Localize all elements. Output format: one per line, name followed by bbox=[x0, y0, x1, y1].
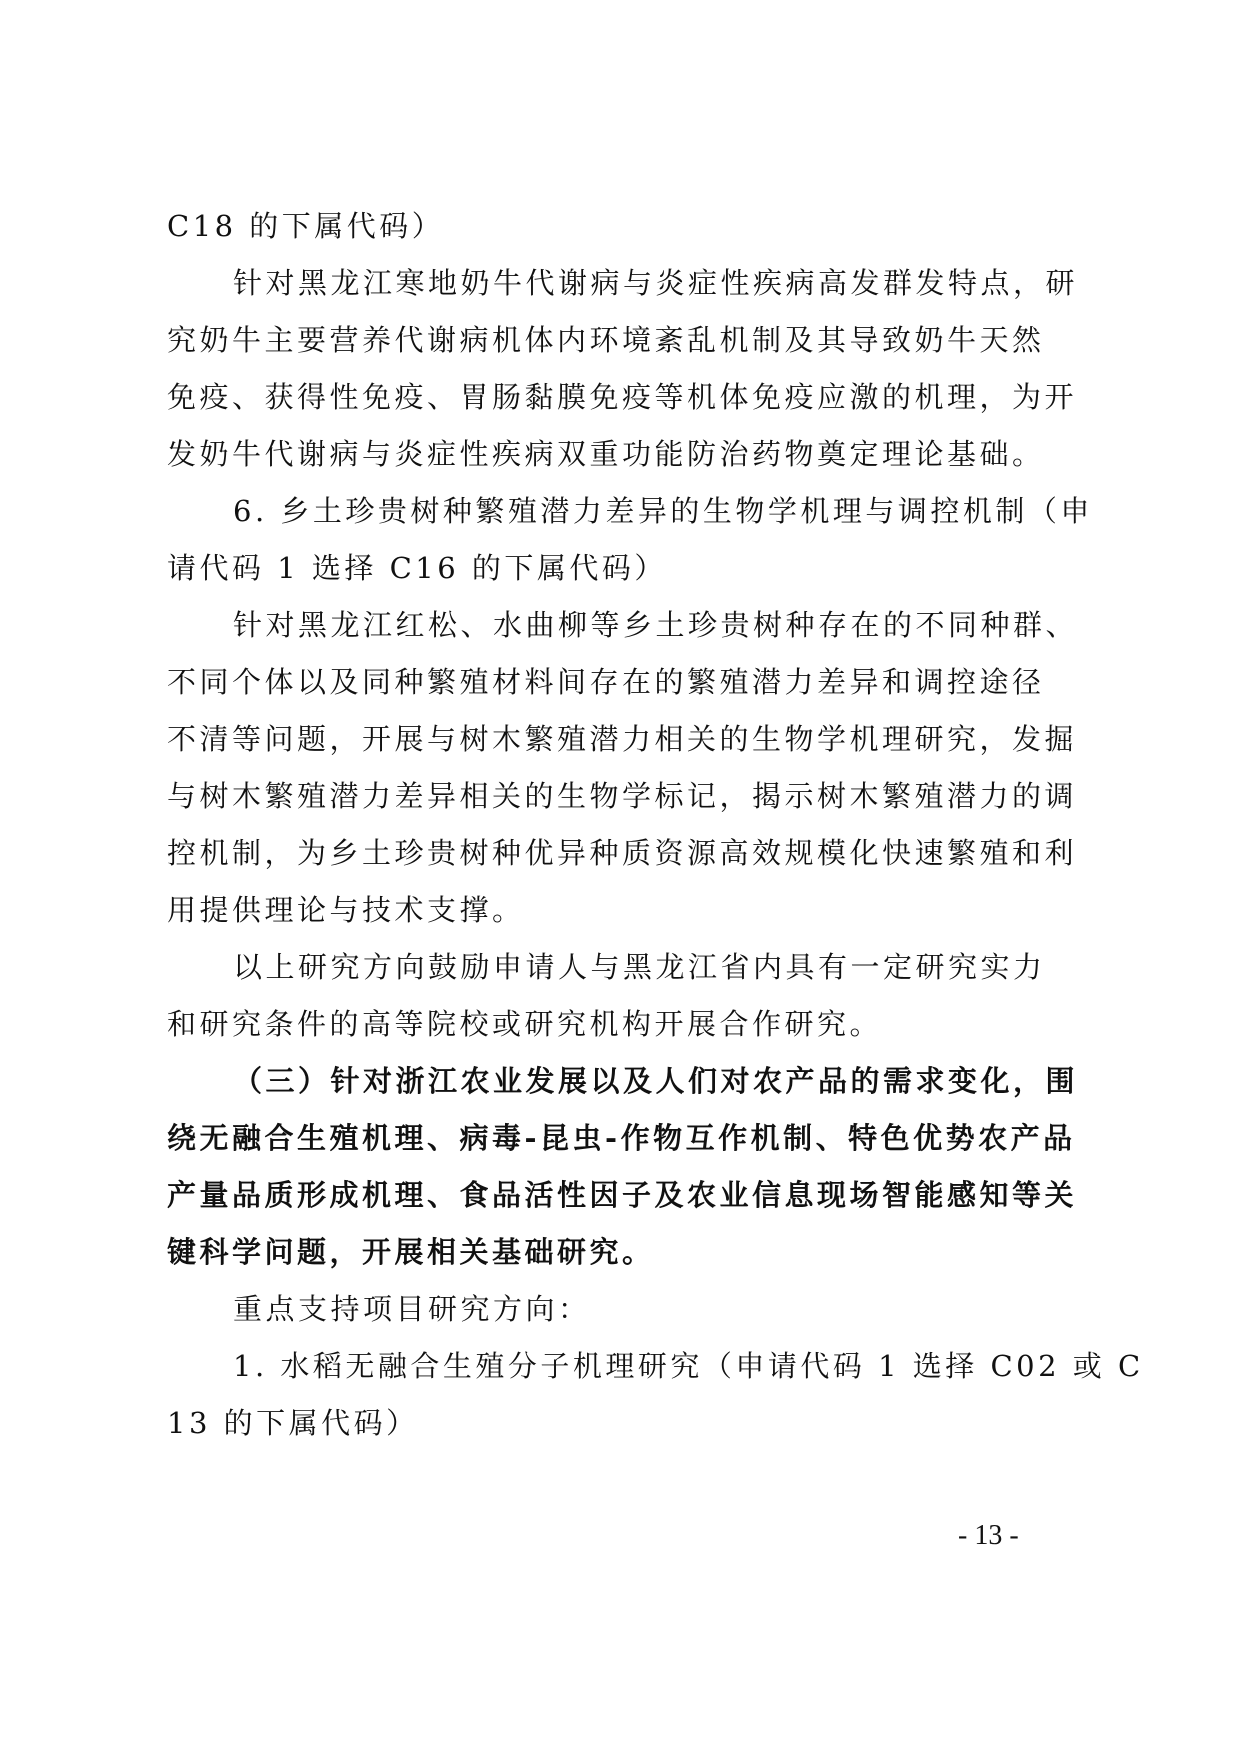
text-line: 和研究条件的高等院校或研究机构开展合作研究。 bbox=[167, 1007, 883, 1041]
section-heading-line: 绕无融合生殖机理、病毒-昆虫-作物互作机制、特色优势农产品 bbox=[167, 1121, 1076, 1155]
paragraph-native-trees: 针对黑龙江红松、水曲柳等乡土珍贵树种存在的不同种群、 bbox=[233, 608, 1079, 642]
page-number: - 13 - bbox=[958, 1520, 1019, 1551]
section-heading-zhejiang: （三）针对浙江农业发展以及人们对农产品的需求变化，围 bbox=[233, 1064, 1079, 1098]
text-line: 请代码 1 选择 C16 的下属代码） bbox=[167, 551, 667, 585]
item-6-title: 6. 乡土珍贵树种繁殖潜力差异的生物学机理与调控机制（申 bbox=[233, 494, 1093, 528]
section-heading-line: 产量品质形成机理、食品活性因子及农业信息现场智能感知等关 bbox=[167, 1178, 1078, 1212]
text-line: 用提供理论与技术支撑。 bbox=[167, 893, 525, 927]
text-line: 发奶牛代谢病与炎症性疾病双重功能防治药物奠定理论基础。 bbox=[167, 437, 1045, 471]
text-line: 究奶牛主要营养代谢病机体内环境紊乱机制及其导致奶牛天然 bbox=[167, 323, 1045, 357]
key-support-label: 重点支持项目研究方向： bbox=[233, 1292, 591, 1326]
text-line: C18 的下属代码） bbox=[167, 209, 445, 243]
text-line: 不同个体以及同种繁殖材料间存在的繁殖潜力差异和调控途径 bbox=[167, 665, 1045, 699]
paragraph-cooperation-note: 以上研究方向鼓励申请人与黑龙江省内具有一定研究实力 bbox=[233, 950, 1046, 984]
paragraph-dairy-cow-disease: 针对黑龙江寒地奶牛代谢病与炎症性疾病高发群发特点，研 bbox=[233, 266, 1079, 300]
text-line: 与树木繁殖潜力差异相关的生物学标记，揭示树木繁殖潜力的调 bbox=[167, 779, 1078, 813]
text-line: 控机制，为乡土珍贵树种优异种质资源高效规模化快速繁殖和利 bbox=[167, 836, 1078, 870]
section-heading-line: 键科学问题，开展相关基础研究。 bbox=[167, 1235, 655, 1269]
text-line: 13 的下属代码） bbox=[167, 1406, 419, 1440]
text-line: 不清等问题，开展与树木繁殖潜力相关的生物学机理研究，发掘 bbox=[167, 722, 1078, 756]
text-line: 免疫、获得性免疫、胃肠黏膜免疫等机体免疫应激的机理，为开 bbox=[167, 380, 1078, 414]
item-1-title: 1. 水稻无融合生殖分子机理研究（申请代码 1 选择 C02 或 C bbox=[233, 1349, 1144, 1383]
document-body bbox=[167, 198, 1144, 1452]
